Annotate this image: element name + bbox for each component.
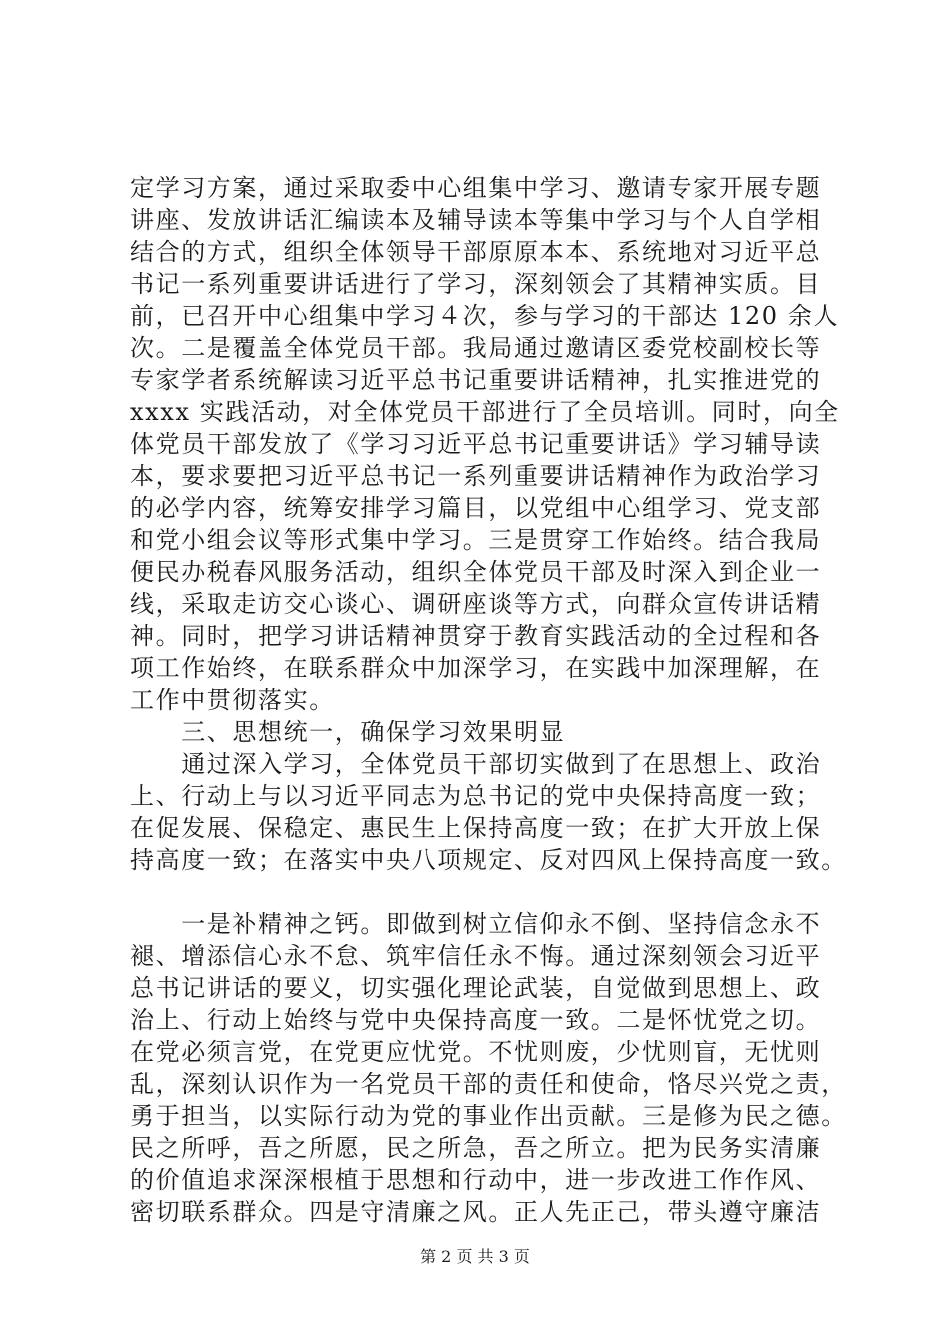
text-line: 前，已召开中心组集中学习４次，参与学习的干部达 120 余人 <box>130 302 840 330</box>
text-line: 工作中贯彻落实。 <box>130 686 335 714</box>
text-line: 褪、增添信心永不怠、筑牢信任永不悔。通过深刻领会习近平 <box>130 942 822 970</box>
text-line: 的必学内容，统筹安排学习篇目，以党组中心组学习、党支部 <box>130 494 822 522</box>
text-line: 神。同时，把学习讲话精神贯穿于教育实践活动的全过程和各 <box>130 622 822 650</box>
text-line: 勇于担当，以实际行动为党的事业作出贡献。三是修为民之德。 <box>130 1102 847 1130</box>
text-line: 上、行动上与以习近平同志为总书记的党中央保持高度一致； <box>130 782 822 810</box>
text-line: 体党员干部发放了《学习习近平总书记重要讲话》学习辅导读 <box>130 430 822 458</box>
text-line: 民之所呼，吾之所愿，民之所急，吾之所立。把为民务实清廉 <box>130 1134 822 1162</box>
text-line: 在党必须言党，在党更应忧党。不忧则废，少忧则盲，无忧则 <box>130 1038 822 1066</box>
text-line: 通过深入学习，全体党员干部切实做到了在思想上、政治 <box>130 750 822 778</box>
text-line: 密切联系群众。四是守清廉之风。正人先正己，带头遵守廉洁 <box>130 1198 822 1226</box>
text-line: 和党小组会议等形式集中学习。三是贯穿工作始终。结合我局 <box>130 526 822 554</box>
text-line: 持高度一致；在落实中央八项规定、反对四风上保持高度一致。 <box>130 846 847 874</box>
text-block-section-two-three <box>130 172 847 876</box>
text-line: 讲座、发放讲话汇编读本及辅导读本等集中学习与个人自学相 <box>130 206 822 234</box>
paragraph-gap <box>130 876 836 908</box>
text-block-four-points <box>130 908 847 1228</box>
text-line: 总书记讲话的要义，切实强化理论武装，自觉做到思想上、政 <box>130 974 822 1002</box>
text-line: 治上、行动上始终与党中央保持高度一致。二是怀忧党之切。 <box>130 1006 822 1034</box>
text-line: 三、思想统一，确保学习效果明显 <box>130 718 566 746</box>
text-line: 线，采取走访交心谈心、调研座谈等方式，向群众宣传讲话精 <box>130 590 822 618</box>
text-line: 一是补精神之钙。即做到树立信仰永不倒、坚持信念永不 <box>130 910 822 938</box>
document-body <box>130 172 847 1228</box>
text-line: 本，要求要把习近平总书记一系列重要讲话精神作为政治学习 <box>130 462 822 490</box>
text-line: 结合的方式，组织全体领导干部原原本本、系统地对习近平总 <box>130 238 822 266</box>
text-line: 便民办税春风服务活动，组织全体党员干部及时深入到企业一 <box>130 558 822 586</box>
text-line: 乱，深刻认识作为一名党员干部的责任和使命，恪尽兴党之责， <box>130 1070 847 1098</box>
text-line: 专家学者系统解读习近平总书记重要讲话精神，扎实推进党的 <box>130 366 822 394</box>
text-line: 书记一系列重要讲话进行了学习，深刻领会了其精神实质。目 <box>130 270 822 298</box>
text-line: 在促发展、保稳定、惠民生上保持高度一致；在扩大开放上保 <box>130 814 822 842</box>
text-line: xxxx 实践活动，对全体党员干部进行了全员培训。同时，向全 <box>130 398 840 426</box>
text-line: 项工作始终，在联系群众中加深学习，在实践中加深理解，在 <box>130 654 822 682</box>
text-line: 的价值追求深深根植于思想和行动中，进一步改进工作作风、 <box>130 1166 822 1194</box>
text-line: 定学习方案，通过采取委中心组集中学习、邀请专家开展专题 <box>130 174 822 202</box>
page-number-footer: 第 2 页 共 3 页 <box>420 1247 530 1266</box>
text-line: 次。二是覆盖全体党员干部。我局通过邀请区委党校副校长等 <box>130 334 822 362</box>
